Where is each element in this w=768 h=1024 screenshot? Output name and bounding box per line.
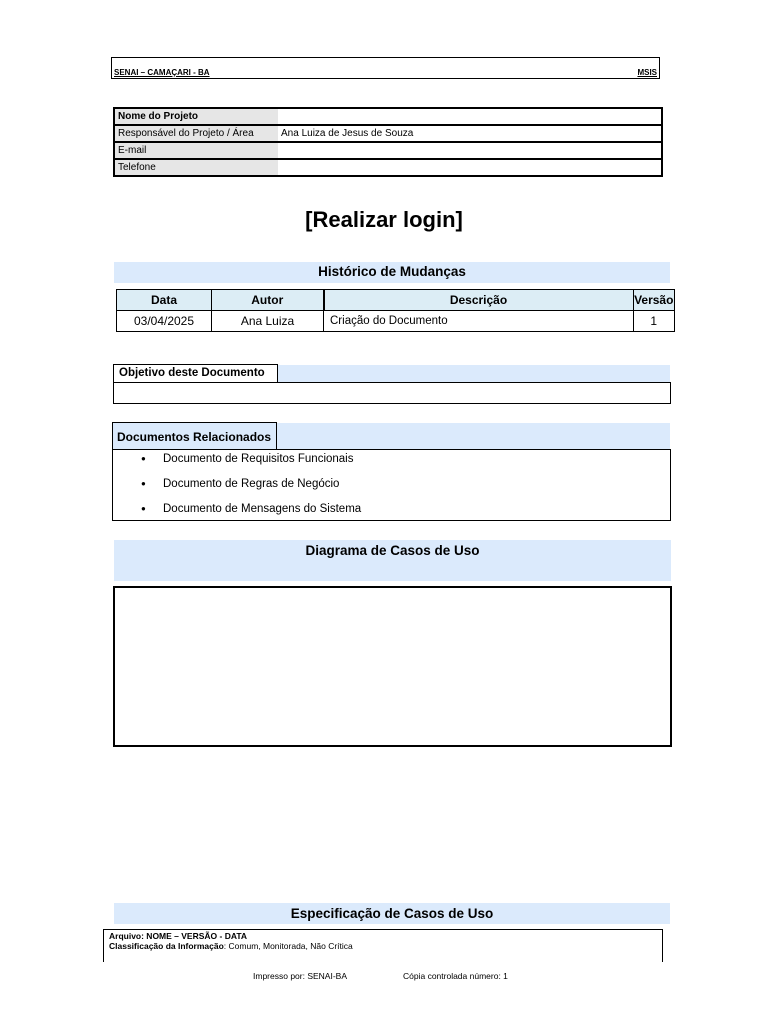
- header-code: MSIS: [637, 68, 657, 77]
- objective-heading: Objetivo deste Documento: [113, 364, 278, 383]
- objective-box: [113, 382, 671, 404]
- footer-classification-value: : Comum, Monitorada, Não Crítica: [223, 941, 353, 951]
- list-item: ● Documento de Requisitos Funcionais: [163, 453, 354, 465]
- header-organization: SENAI – CAMAÇARI - BA: [114, 68, 210, 77]
- use-case-diagram-box: [113, 586, 672, 747]
- use-case-diagram-heading: Diagrama de Casos de Uso: [114, 540, 671, 581]
- column-header-descricao: Descrição: [324, 290, 634, 311]
- column-header-data: Data: [117, 290, 212, 311]
- table-row: [114, 142, 662, 159]
- printed-by: Impresso por: SENAI-BA: [253, 971, 348, 981]
- history-description: Criação do Documento: [324, 311, 634, 332]
- table-row: [117, 311, 675, 332]
- project-name-value: [278, 108, 662, 125]
- project-owner-label: Responsável do Projeto / Área: [114, 125, 278, 142]
- project-info-table: [113, 107, 663, 177]
- page-title: [Realizar login]: [305, 207, 463, 232]
- table-row: [114, 159, 662, 176]
- email-value: [278, 142, 662, 159]
- history-table: [116, 289, 675, 332]
- history-date: 03/04/2025: [117, 311, 212, 332]
- document-header: [111, 57, 660, 79]
- list-item: ● Documento de Mensagens do Sistema: [163, 503, 361, 515]
- column-header-autor: Autor: [212, 290, 324, 311]
- history-heading: Histórico de Mudanças: [114, 262, 670, 283]
- project-owner-value: Ana Luiza de Jesus de Souza: [278, 125, 662, 142]
- phone-value: [278, 159, 662, 176]
- footer-info-box: [103, 929, 663, 962]
- related-docs-heading: Documentos Relacionados: [112, 422, 277, 450]
- footer-classification-label: Classificação da Informação: [109, 941, 224, 951]
- history-author: Ana Luiza: [212, 311, 324, 332]
- phone-label: Telefone: [114, 159, 278, 176]
- related-docs-box: [112, 449, 671, 521]
- table-row: [114, 108, 662, 125]
- email-label: E-mail: [114, 142, 278, 159]
- list-item: ● Documento de Regras de Negócio: [163, 478, 339, 490]
- table-row: [114, 125, 662, 142]
- use-case-spec-heading: Especificação de Casos de Uso: [114, 903, 670, 924]
- table-header-row: [117, 290, 675, 311]
- column-header-versao: Versão: [633, 290, 675, 311]
- history-version: 1: [633, 311, 675, 332]
- footer-file: Arquivo: NOME – VERSÃO - DATA: [109, 931, 248, 941]
- project-name-label: Nome do Projeto: [114, 108, 278, 125]
- controlled-copy: Cópia controlada número: 1: [403, 971, 508, 981]
